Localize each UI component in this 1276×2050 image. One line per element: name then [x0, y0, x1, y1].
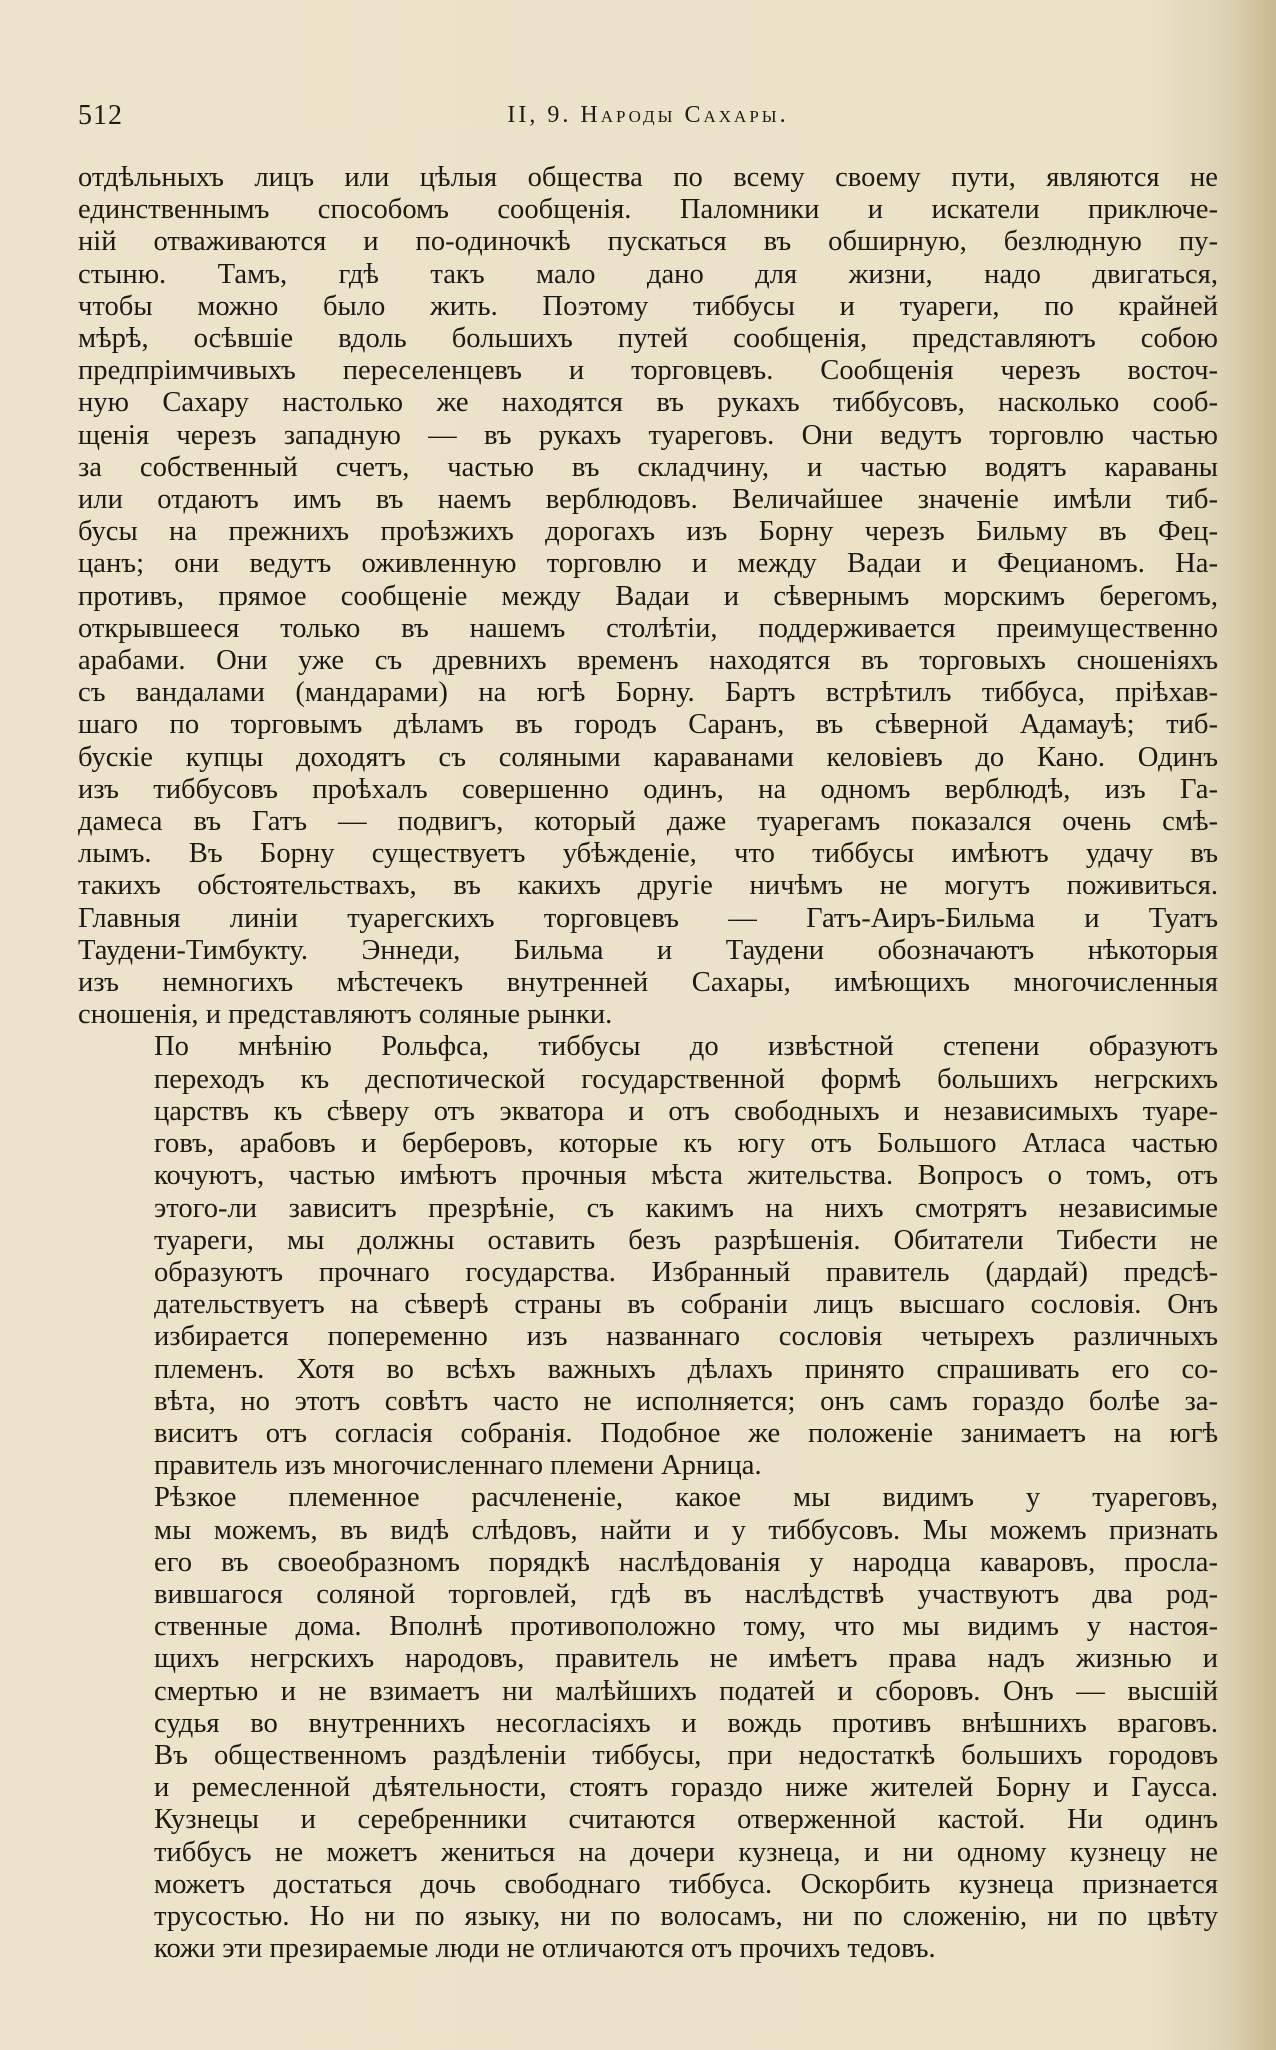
text-line: Главныя линіи туарегскихъ торговцевъ — Гатъ-Аиръ-Бильма и Туатъ: [78, 902, 1218, 934]
paragraph: [78, 1482, 1218, 1965]
body-text: [78, 162, 1218, 1965]
text-line: можетъ достаться дочь свободнаго тиббуса. Оскорбить кузнеца признается: [154, 1868, 1218, 1900]
text-line: противъ, прямое сообщеніе между Вадаи и сѣвернымъ морскимъ берегомъ,: [78, 580, 1218, 612]
text-line: мы можемъ, въ видѣ слѣдовъ, найти и у тиббусовъ. Мы можемъ признать: [154, 1514, 1218, 1546]
text-line: шаго по торговымъ дѣламъ въ городъ Саранъ, въ сѣверной Адамауѣ; тиб-: [78, 709, 1218, 741]
page-header: [78, 100, 1218, 140]
paragraph: [78, 162, 1218, 1031]
text-line: чтобы можно было жить. Поэтому тиббусы и туареги, по крайней: [78, 290, 1218, 322]
text-line: По мнѣнію Рольфса, тиббусы до извѣстной степени образуютъ: [154, 1031, 1218, 1063]
text-line: сношенія, и представляютъ соляные рынки.: [78, 999, 613, 1031]
text-line: или отдаютъ имъ въ наемъ верблюдовъ. Величайшее значеніе имѣли тиб-: [78, 484, 1218, 516]
text-line: туареги, мы должны оставить безъ разрѣшенія. Обитатели Тибести не: [154, 1224, 1218, 1256]
text-line: царствъ къ сѣверу отъ экватора и отъ свободныхъ и независимыхъ туаре-: [154, 1095, 1218, 1127]
text-line: виситъ отъ согласія собранія. Подобное же положеніе занимаетъ на югѣ: [154, 1417, 1218, 1449]
text-line: кожи эти презираемые люди не отличаются отъ прочихъ тедовъ.: [154, 1933, 936, 1965]
text-line: такихъ обстоятельствахъ, въ какихъ другіе ничѣмъ не могутъ поживиться.: [78, 870, 1218, 902]
text-line: ную Сахару настолько же находятся въ рукахъ тиббусовъ, насколько сооб-: [78, 387, 1218, 419]
text-line: дательствуетъ на сѣверѣ страны въ собраніи лицъ высшаго сословія. Онъ: [154, 1289, 1218, 1321]
text-line: бусы на прежнихъ проѣзжихъ дорогахъ изъ Борну черезъ Бильму въ Фец-: [78, 516, 1218, 548]
text-line: ственные дома. Вполнѣ противоположно тому, что мы видимъ у настоя-: [154, 1611, 1218, 1643]
text-line: этого-ли зависитъ презрѣніе, съ какимъ на нихъ смотрятъ независимые: [154, 1192, 1218, 1224]
text-line: говъ, арабовъ и берберовъ, которые къ югу отъ Большого Атласа частью: [154, 1128, 1218, 1160]
text-line: изъ немногихъ мѣстечекъ внутренней Сахары, имѣющихъ многочисленныя: [78, 967, 1218, 999]
text-line: правитель изъ многочисленнаго племени Арница.: [154, 1450, 762, 1482]
text-line: мѣрѣ, осѣвшіе вдоль большихъ путей сообщенія, представляютъ собою: [78, 323, 1218, 355]
text-line: предпріимчивыхъ переселенцевъ и торговцевъ. Сообщенія черезъ восточ-: [78, 355, 1218, 387]
text-line: за собственный счетъ, частью въ складчину, и частью водятъ караваны: [78, 451, 1218, 483]
text-line: стыню. Тамъ, гдѣ такъ мало дано для жизни, надо двигаться,: [78, 258, 1218, 290]
text-line: ній отваживаются и по-одиночкѣ пускаться въ обширную, безлюдную пу-: [78, 226, 1218, 258]
text-line: цанъ; они ведутъ оживленную торговлю и между Вадаи и Фецианомъ. На-: [78, 548, 1218, 580]
text-line: открывшееся только въ нашемъ столѣтіи, поддерживается преимущественно: [78, 612, 1218, 644]
text-line: судья во внутреннихъ несогласіяхъ и вождь противъ внѣшнихъ враговъ.: [154, 1707, 1218, 1739]
text-line: вившагося соляной торговлей, гдѣ въ наслѣдствѣ участвуютъ два род-: [154, 1578, 1218, 1610]
text-line: отдѣльныхъ лицъ или цѣлыя общества по всему своему пути, являются не: [78, 162, 1218, 193]
text-line: кочуютъ, частью имѣютъ прочныя мѣста жительства. Вопросъ о томъ, отъ: [154, 1160, 1218, 1192]
text-line: Въ общественномъ раздѣленіи тиббусы, при недостаткѣ большихъ городовъ: [154, 1739, 1218, 1771]
text-line: лымъ. Въ Борну существуетъ убѣжденіе, что тиббусы имѣютъ удачу въ: [78, 838, 1218, 870]
text-line: изъ тиббусовъ проѣхалъ совершенно одинъ, на одномъ верблюдѣ, изъ Га-: [78, 773, 1218, 805]
page-number: 512: [78, 100, 123, 131]
text-line: тиббусъ не можетъ жениться на дочери кузнеца, и ни одному кузнецу не: [154, 1836, 1218, 1868]
text-line: вѣта, но этотъ совѣтъ часто не исполняется; онъ самъ гораздо болѣе за-: [154, 1385, 1218, 1417]
text-line: избирается попеременно изъ названнаго сословія четырехъ различныхъ: [154, 1321, 1218, 1353]
text-line: дамеса въ Гатъ — подвигъ, который даже туарегамъ показался очень смѣ-: [78, 806, 1218, 838]
text-line: его въ своеобразномъ порядкѣ наслѣдованія у народца каваровъ, просла-: [154, 1546, 1218, 1578]
text-line: бускіе купцы доходятъ съ соляными караванами келовіевъ до Кано. Одинъ: [78, 741, 1218, 773]
text-line: образуютъ прочнаго государства. Избранный правитель (дардай) предсѣ-: [154, 1256, 1218, 1288]
text-line: переходъ къ деспотической государственной формѣ большихъ негрскихъ: [154, 1063, 1218, 1095]
text-line: Рѣзкое племенное расчлененіе, какое мы видимъ у туареговъ,: [154, 1482, 1218, 1514]
paragraph: [78, 1031, 1218, 1482]
text-line: смертью и не взимаетъ ни малѣйшихъ податей и сборовъ. Онъ — высшій: [154, 1675, 1218, 1707]
text-line: единственнымъ способомъ сообщенія. Паломники и искатели приключе-: [78, 194, 1218, 226]
text-line: щихъ негрскихъ народовъ, правитель не имѣетъ права надъ жизнью и: [154, 1643, 1218, 1675]
text-line: и ремесленной дѣятельности, стоятъ гораздо ниже жителей Борну и Гаусса.: [154, 1772, 1218, 1804]
text-line: Таудени-Тимбукту. Эннеди, Бильма и Таудени обозначаютъ нѣкоторыя: [78, 934, 1218, 966]
text-line: арабами. Они уже съ древнихъ временъ находятся въ торговыхъ сношеніяхъ: [78, 645, 1218, 677]
text-line: съ вандалами (мандарами) на югѣ Борну. Бартъ встрѣтилъ тиббуса, пріѣхав-: [78, 677, 1218, 709]
text-line: щенія черезъ западную — въ рукахъ туареговъ. Они ведутъ торговлю частью: [78, 419, 1218, 451]
text-line: Кузнецы и серебренники считаются отверженной кастой. Ни одинъ: [154, 1804, 1218, 1836]
running-head: II, 9. Народы Сахары.: [507, 102, 789, 128]
text-line: трусостью. Но ни по языку, ни по волосамъ, ни по сложенію, ни по цвѣту: [154, 1900, 1218, 1932]
text-line: племенъ. Хотя во всѣхъ важныхъ дѣлахъ принято спрашивать его со-: [154, 1353, 1218, 1385]
